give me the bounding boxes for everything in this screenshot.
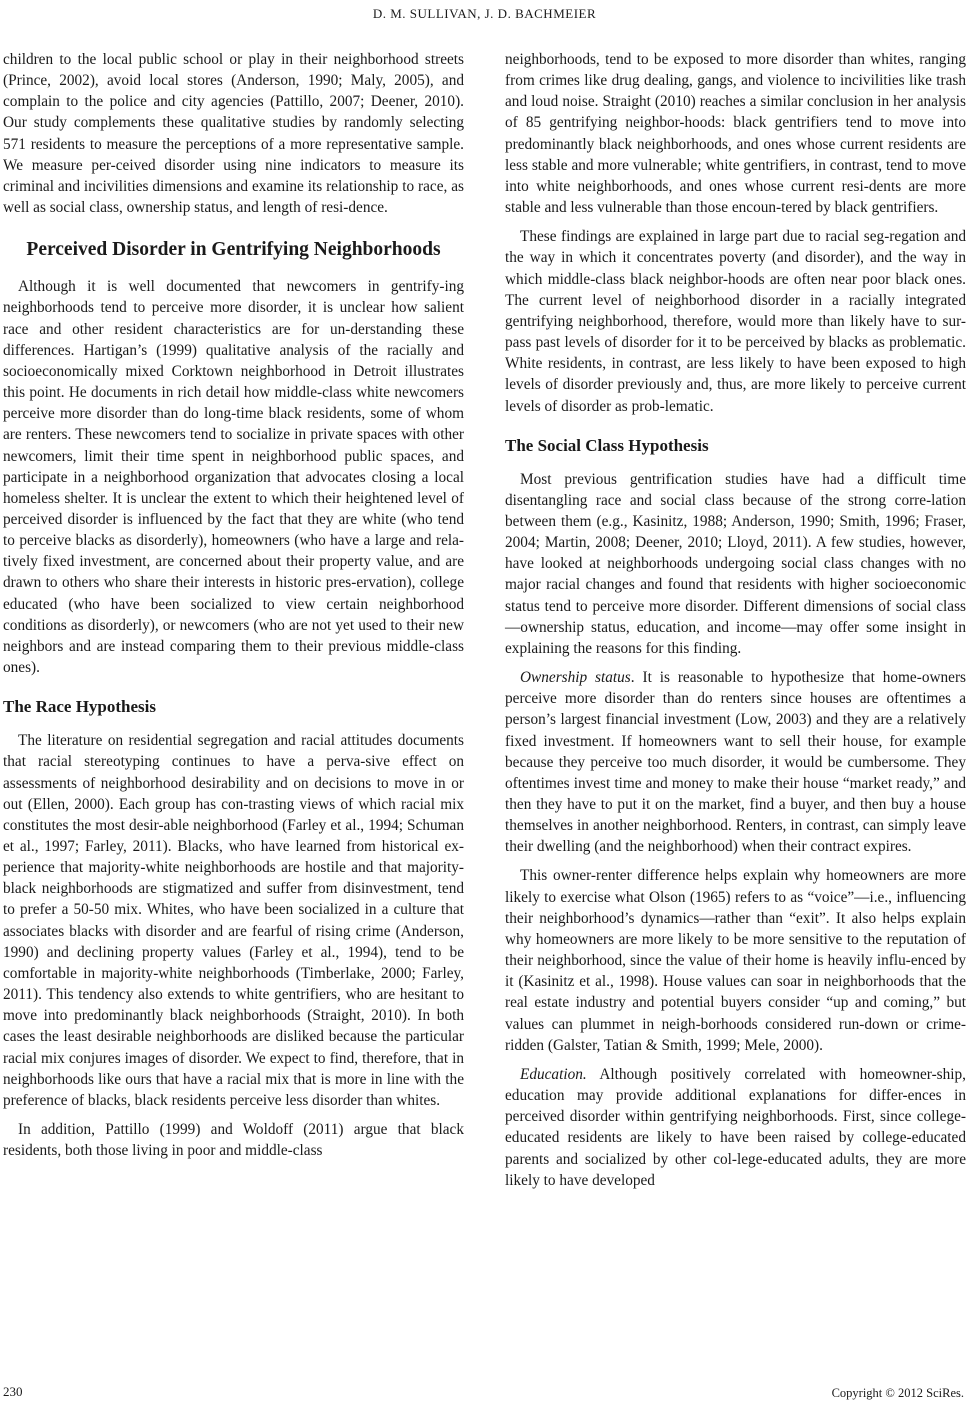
- section-heading: Perceived Disorder in Gentrifying Neighborhoods: [26, 239, 441, 261]
- right-column: [505, 49, 966, 1199]
- inline-subheading: Education.: [520, 1065, 587, 1083]
- running-head: D. M. SULLIVAN, J. D. BACHMEIER: [372, 6, 597, 21]
- page-number: 230: [3, 1384, 23, 1399]
- inline-subheading: Ownership status: [520, 669, 631, 687]
- paragraph: children to the local public school or play in their neighborhood streets (Prince, 2002), avoid local stores (Anderson, 1990; Maly, 2005), and complain to the police and city agencies (Pattillo, 2007; Deener, 2010). Our study complements these qualitative studies by randomly selecting 571 residents to measure the perceptions of a more representative sample. We measure per-ceived disorder using nine indicators to measure its criminal and incivilities dimensions and examine its relationship to race, as well as social class, ownership status, and length of resi-dence.: [3, 51, 464, 217]
- paragraph-text: . It is reasonable to hypothesize that home-owners perceive more disorder than do renters since houses are oftentimes a person’s largest financial investment (Low, 2003) and they are a relatively fixed investment. If homeowners want to sell their house, for example because they perceive too much disorder, it would be cumbersome. They oftentimes invest time and money to make their house “market ready,” and then they have to put it on the market, find a buyer, and then buy a house themselves in another neighborhood. Renters, in contrast, can simply leave their dwelling (and the neighborhood) when their contract expires.: [505, 669, 966, 856]
- paragraph: [505, 667, 966, 857]
- paragraph: In addition, Pattillo (1999) and Woldoff (2011) argue that black residents, both those living in poor and middle-class: [3, 1121, 464, 1160]
- copyright-notice: Copyright © 2012 SciRes.: [831, 1386, 964, 1400]
- paragraph: The literature on residential segregation and racial attitudes documents that racial stereotyping continues to have a perva-sive effect on assessments of neighborhood desirability and on decisions to move in or out (Ellen, 2000). Each group has con-trasting views of which racial mix constitutes the most desir-able neighborhood (Farley et al., 1994; Schuman et al., 1997; Farley, 2011). Blacks, who have learned from historical ex-perience that majority-white neighborhoods are hostile and that majority-black neighborhoods are stigmatized and suffer from disinvestment, tend to prefer a 50-50 mix. Whites, who have been socialized in a culture that associates blacks with disorder and are fearful of rising crime (Anderson, 1990) and declining property values (Farley et al., 1994), tend to be comfortable in majority-white neighborhoods (Timberlake, 2000; Farley, 2011). This tendency also extends to white gentrifiers, who are hesitant to move into predominantly black neighborhoods (Straight, 2010). In both cases the least desirable neighborhoods are disliked because the particular racial mix conjures images of disorder. We expect to find, therefore, that in neighborhoods like ours that have a racial mix that is more in line with the preference of blacks, black residents perceive less disorder than whites.: [3, 732, 464, 1109]
- paragraph-text: Although positively correlated with homeowner-ship, education may provide additional explanations for differ-ences in perceived disorder within gentrifying neighborhoods. First, since college-educated residents are likely to have been raised by college-educated parents and socialized by other col-lege-educated adults, they are more likely to have developed: [505, 1065, 966, 1189]
- paragraph: Although it is well documented that newcomers in gentrify-ing neighborhoods tend to perceive more disorder, it is unclear how salient race and other resident characteristics are for un-derstanding these differences. Hartigan’s (1999) qualitative analysis of the racially and socioeconomically mixed Corktown neighborhood in Detroit illustrates this point. He documents in rich detail how middle-class white newcomers perceive more disorder than do long-time black residents, some of whom are renters. These newcomers tend to socialize in private spaces with other newcomers, limit their time spent in neighborhood public spaces, and participate in a neighborhood organization that advocates closing a local homeless shelter. It is unclear the extent to which their heightened level of perceived disorder is influenced by the fact that they are white (who tend to perceive blacks as disorderly), homeowners (who have a large and rela-tively fixed investment, are concerned about their property value, and are drawn to others who share their interests in historic pres-ervation), college educated (who have been socialized to view certain neighborhood conditions as disorderly), or newcomers (who are not yet used to their new neighbors and are instead comparing them to their previous middle-class ones).: [3, 278, 464, 677]
- subsection-heading: The Race Hypothesis: [3, 697, 156, 717]
- paragraph: Most previous gentrification studies have had a difficult time disentangling race and social class because of the strong corre-lation between them (e.g., Kasinitz, 1988; Anderson, 1990; Smith, 1996; Fraser, 2004; Martin, 2008; Deener, 2010; Lloyd, 2011). A few studies, however, have looked at neighborhoods undergoing social class changes with no major racial changes and found that residents with higher socioeconomic status tend to perceive more disorder. Different dimensions of social class —ownership status, education, and income—may offer some insight in explaining the reasons for this finding.: [505, 470, 966, 657]
- paragraph: These findings are explained in large part due to racial seg-regation and the way in which it concentrates poverty (and disorder), and the way in which middle-class black neighbor-hoods are often near poor black ones. The current level of neighborhood disorder in a racially integrated gentrifying neighborhood, therefore, would more than likely have to sur-pass past levels of disorder for it to be perceived by blacks as problematic. White residents, in contrast, are less likely to have been exposed to high levels of disorder previously and, thus, are more likely to perceive current levels of disorder as prob-lematic.: [505, 228, 966, 415]
- subsection-heading: The Social Class Hypothesis: [505, 435, 709, 455]
- left-column: [3, 49, 464, 1169]
- paragraph: This owner-renter difference helps explain why homeowners are more likely to exercise what Olson (1965) refers to as “voice”—i.e., influencing their neighborhood’s dynamics—rather than “exit”. It also helps explain why homeowners are more likely to be more sensitive to the reputation of their neighborhood, since the value of their home is heavily influ-enced by it (Kasinitz et al., 1998). House values can soar in neighborhoods that the real estate industry and potential buyers consider “up and coming,” but values can plummet in neigh-borhoods considered run-down or crime-ridden (Galster, Tatian & Smith, 1999; Mele, 2000).: [505, 867, 966, 1054]
- paragraph: neighborhoods, tend to be exposed to more disorder than whites, ranging from crimes like drug dealing, gangs, and violence to incivilities like trash and loud noise. Straight (2010) reaches a similar conclusion in her analysis of 85 gentrifying neighbor-hoods: black gentrifiers tend to move into predominantly black neighborhoods, and ones whose current residents are less stable and more vulnerable; white gentrifiers, in contrast, tend to move into white neighborhoods, and ones whose current resi-dents are more stable and less vulnerable than those encoun-tered by black gentrifiers.: [505, 51, 966, 217]
- paragraph: [505, 1064, 966, 1191]
